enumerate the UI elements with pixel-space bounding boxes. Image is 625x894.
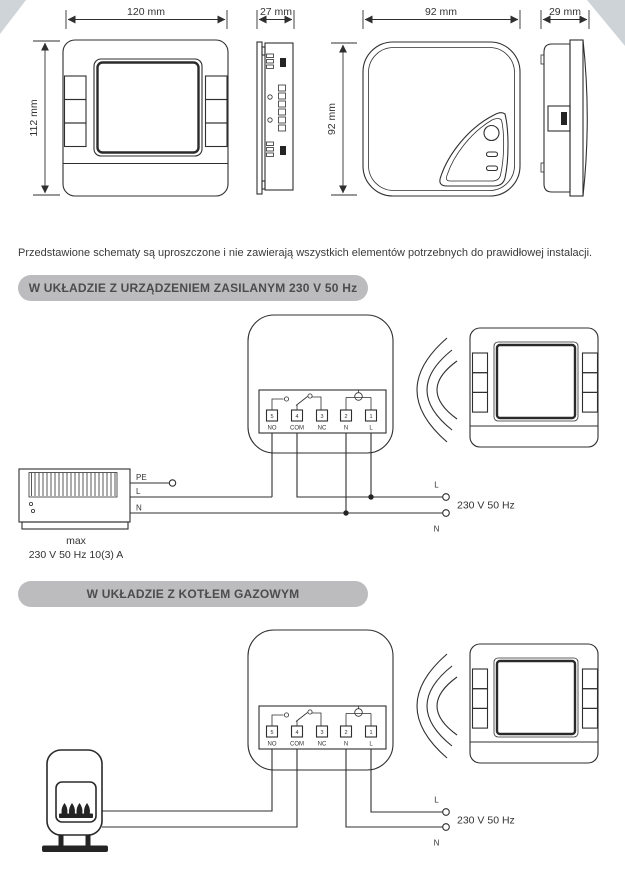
receiver-symbol [248,315,393,453]
terminal-label: COM [290,425,304,432]
burner-bar [59,814,93,819]
relay-contact-symbol [272,394,321,410]
thermostat-left-buttons [473,353,488,412]
terminal-label: COM [290,741,304,748]
device-knob [31,509,34,512]
side-terminal-column [279,85,286,131]
thermostat-symbol [417,644,598,763]
thermostat-width-label: 120 mm [127,6,165,18]
receiver-side-clip-slot [561,112,567,125]
terminal-number: 4 [295,729,299,736]
dimension-drawings [28,6,589,196]
thermostat-screen [497,661,575,734]
wire-no-to-boiler [102,749,272,811]
wire-l-to-mains [371,749,443,812]
terminal-label: L [369,425,373,432]
terminal-number: 3 [320,729,324,736]
diagram-gas-boiler [42,630,598,852]
wire-com-to-live [297,433,443,497]
relay-contact-symbol [272,710,321,726]
receiver-button [484,126,499,141]
thermostat-screen-outer [494,342,578,421]
thermostat-side-view [257,6,294,194]
terminal-label: NO [267,741,277,748]
terminal-label: NC [317,425,327,432]
terminal-label: N [343,741,349,748]
mains-neutral-terminal [443,824,450,831]
receiver-led [487,152,498,157]
receiver-width-label: 92 mm [424,6,458,18]
installation-note: Przedstawione schematy są uproszczone i nie zawierają wszystkich elementów potrzebnych do prawidłowej instalacji. [18,247,593,259]
section-header-gas-boiler: W UKŁADZIE Z KOTŁEM GAZOWYM [18,581,368,607]
receiver-height-label: 92 mm [326,102,338,136]
terminals [267,726,377,748]
thermostat-screen-outer [494,658,578,737]
wire-n-to-mains [346,749,443,827]
thermostat-front-view [28,6,228,196]
device-live-label: L [136,487,141,496]
receiver-side-plate [570,40,583,196]
receiver-panel-outer [440,113,508,186]
device-rating-line1: max [66,535,86,547]
junction-dot [368,494,373,499]
wall-plate [257,42,262,194]
terminal-number: 4 [295,413,299,420]
thermostat-depth-label: 27 mm [259,6,293,18]
device-rating-line2: 230 V 50 Hz 10(3) A [28,549,124,561]
wiring [130,433,449,516]
device-pe-label: PE [136,473,147,482]
mains-voltage-label: 230 V 50 Hz [457,499,515,512]
terminal-label: L [369,741,373,748]
radio-waves-icon [417,338,457,442]
receiver-led [487,166,498,171]
device-grille [29,473,117,498]
thermostat-right-buttons [583,353,598,412]
device-knob [29,502,32,505]
terminal-number: 2 [344,729,348,736]
thermostat-screen [497,345,575,418]
supply-coil-symbol [346,391,371,411]
terminal-number: 1 [369,413,373,420]
mains-labels [434,796,515,848]
mains-live-terminal [443,809,450,816]
thermostat-height-label: 112 mm [28,99,40,137]
terminal-label: NO [267,425,277,432]
terminal-number: 5 [270,729,274,736]
receiver-depth-label: 29 mm [548,6,582,18]
receiver-side-view [541,6,589,196]
terminal-number: 2 [344,413,348,420]
terminal-label: NC [317,741,327,748]
thermostat-right-buttons [206,76,228,147]
junction-dot [343,510,348,515]
mains-live-label: L [434,480,439,490]
mains-voltage-label: 230 V 50 Hz [457,814,515,827]
mains-neutral-terminal [443,510,450,517]
mains-live-terminal [443,494,450,501]
gas-boiler [42,750,108,852]
side-vents-bottom [267,142,274,157]
powered-device [19,469,147,561]
wiring [102,749,449,830]
device-grille-hatch [32,473,116,496]
thermostat-right-buttons [583,669,598,728]
side-vents-top [267,54,274,69]
thermostat-left-buttons [473,669,488,728]
thermostat-left-buttons [65,76,87,147]
receiver-side-face [583,40,587,196]
receiver-inner-line [369,48,515,191]
receiver-front-view [326,6,520,196]
terminal-number: 3 [320,413,324,420]
wire-com-to-boiler [102,749,297,827]
side-screw-hole [268,118,272,122]
supply-coil-symbol [346,707,371,727]
diagram-powered-device [19,315,598,561]
receiver-outline [248,315,393,453]
mains-neutral-label: N [433,838,440,848]
terminal-number: 5 [270,413,274,420]
radio-waves-icon [417,654,457,758]
boiler-leg [86,835,91,846]
device-body [19,469,130,522]
thermostat-symbol [417,328,598,447]
boiler-base [42,846,108,853]
mains-labels [434,481,515,534]
terminals [267,410,377,432]
device-neutral-label: N [136,503,142,513]
thermostat-screen [98,63,199,153]
mains-neutral-label: N [433,524,440,534]
thermostat-screen-outer [94,59,202,156]
mains-live-label: L [434,795,439,805]
pe-terminal [169,480,175,486]
side-detail-block [280,146,286,155]
flame-icons [62,803,90,814]
side-detail-block [280,58,286,67]
side-screw-hole [268,95,272,99]
terminal-label: N [343,425,349,432]
receiver-body [363,42,520,196]
device-base [22,522,128,529]
boiler-leg [59,835,64,846]
terminal-number: 1 [369,729,373,736]
section-header-powered-device: W UKŁADZIE Z URZĄDZENIEM ZASILANYM 230 V 50 Hz [18,275,368,301]
